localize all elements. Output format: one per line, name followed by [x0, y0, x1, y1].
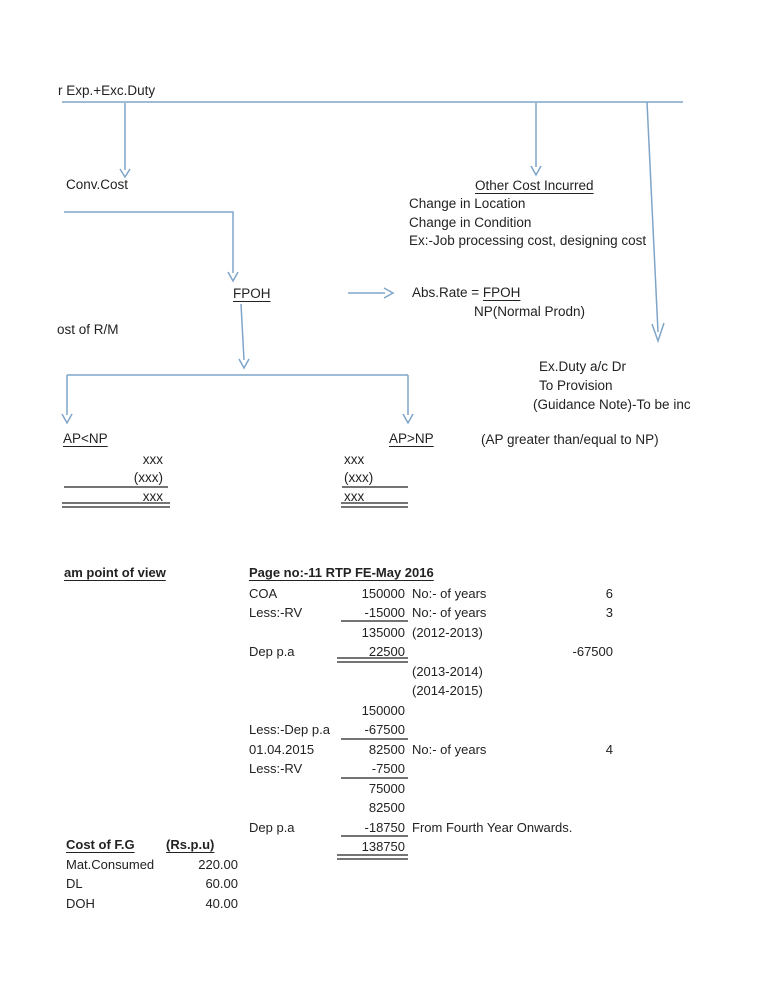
- ws-note: From Fourth Year Onwards.: [412, 820, 573, 835]
- abs-rate-prefix: Abs.Rate =: [412, 285, 483, 300]
- cost-table-unit-header: (Rs.p.u): [166, 837, 215, 852]
- ws-num: 135000: [361, 625, 405, 640]
- arrow-to-conv-cost-head: [120, 169, 130, 177]
- arrow-to-abs-rate-head: [384, 288, 393, 298]
- xxx-left-row-3: xxx: [142, 489, 163, 504]
- cost-row-label: DOH: [66, 896, 95, 911]
- abs-rate-numerator: FPOH: [482, 285, 521, 300]
- xxx-right-row-3: xxx: [344, 489, 365, 504]
- ws-num: 150000: [361, 586, 405, 601]
- ws-num: 82500: [368, 800, 405, 815]
- other-cost-title: Other Cost Incurred: [475, 178, 594, 193]
- ex-duty-line-3: (Guidance Note)-To be inc: [533, 397, 691, 412]
- cost-row-value: 220.00: [198, 857, 238, 872]
- ws-label: 01.04.2015: [249, 742, 315, 757]
- fpoh-down-head: [239, 359, 249, 368]
- ws-note: (2014-2015): [412, 683, 483, 698]
- ws-num: -18750: [364, 820, 405, 835]
- cost-row-value: 40.00: [205, 896, 238, 911]
- ws-num: -15000: [364, 605, 405, 620]
- ex-duty-line-1: Ex.Duty a/c Dr: [539, 359, 627, 374]
- ws-note: No:- of years: [412, 742, 487, 757]
- ws-num: 82500: [368, 742, 405, 757]
- cost-row-label: DL: [66, 876, 83, 891]
- split-left-head: [62, 414, 72, 423]
- ws-num: 22500: [368, 644, 405, 659]
- ws-note: No:- of years: [412, 605, 487, 620]
- abs-rate-denominator: NP(Normal Prodn): [474, 304, 586, 319]
- conv-cost-label: Conv.Cost: [66, 177, 129, 192]
- ws-note: (2012-2013): [412, 625, 483, 640]
- other-cost-line-2: Change in Condition: [409, 215, 532, 230]
- cost-of-rm-label: ost of R/M: [57, 322, 119, 337]
- abs-rate-formula: [412, 286, 520, 300]
- cost-row-value: 60.00: [205, 876, 238, 891]
- fpoh-label: FPOH: [233, 286, 271, 301]
- fpoh-down-line: [241, 304, 244, 360]
- ws-label: COA: [249, 586, 278, 601]
- ap-less-label: AP<NP: [63, 431, 108, 446]
- conv-cost-bracket-head: [228, 272, 238, 281]
- page-reference-heading: Page no:-11 RTP FE-May 2016: [249, 565, 434, 580]
- xxx-left-row-1: xxx: [142, 452, 163, 467]
- ws-label: Less:-Dep p.a: [249, 722, 330, 737]
- ws-num: -67500: [364, 722, 405, 737]
- ws-note: (2013-2014): [412, 664, 483, 679]
- ws-right: 3: [605, 605, 613, 620]
- split-right-head: [403, 414, 413, 423]
- ws-num: -7500: [371, 761, 405, 776]
- ws-label: Less:-RV: [249, 761, 303, 776]
- ws-label: Dep p.a: [249, 644, 295, 659]
- ws-right: 6: [605, 586, 613, 601]
- ws-num: 75000: [368, 781, 405, 796]
- conv-cost-bracket: [64, 212, 233, 273]
- arrow-to-ex-duty: [647, 102, 658, 332]
- ap-note: (AP greater than/equal to NP): [481, 432, 659, 447]
- ws-label: Dep p.a: [249, 820, 295, 835]
- arrow-to-ex-duty-head: [652, 323, 664, 341]
- top-label: r Exp.+Exc.Duty: [58, 83, 156, 98]
- ap-greater-label: AP>NP: [389, 431, 434, 446]
- cost-table-title: Cost of F.G: [66, 837, 135, 852]
- ws-right: -67500: [572, 644, 613, 659]
- cost-row-label: Mat.Consumed: [66, 857, 155, 872]
- xxx-left-row-2: (xxx): [133, 470, 163, 485]
- xxx-right-row-1: xxx: [344, 452, 365, 467]
- other-cost-line-3: Ex:-Job processing cost, designing cost: [409, 233, 647, 248]
- xxx-right-row-2: (xxx): [344, 470, 374, 485]
- ws-note: No:- of years: [412, 586, 487, 601]
- ws-num: 150000: [361, 703, 405, 718]
- ws-right: 4: [605, 742, 613, 757]
- ws-label: Less:-RV: [249, 605, 303, 620]
- exam-point-heading: am point of view: [64, 565, 166, 580]
- ws-num: 138750: [361, 839, 405, 854]
- ex-duty-line-2: To Provision: [539, 378, 613, 393]
- other-cost-line-1: Change in Location: [409, 196, 526, 211]
- arrow-to-other-cost-head: [531, 166, 541, 175]
